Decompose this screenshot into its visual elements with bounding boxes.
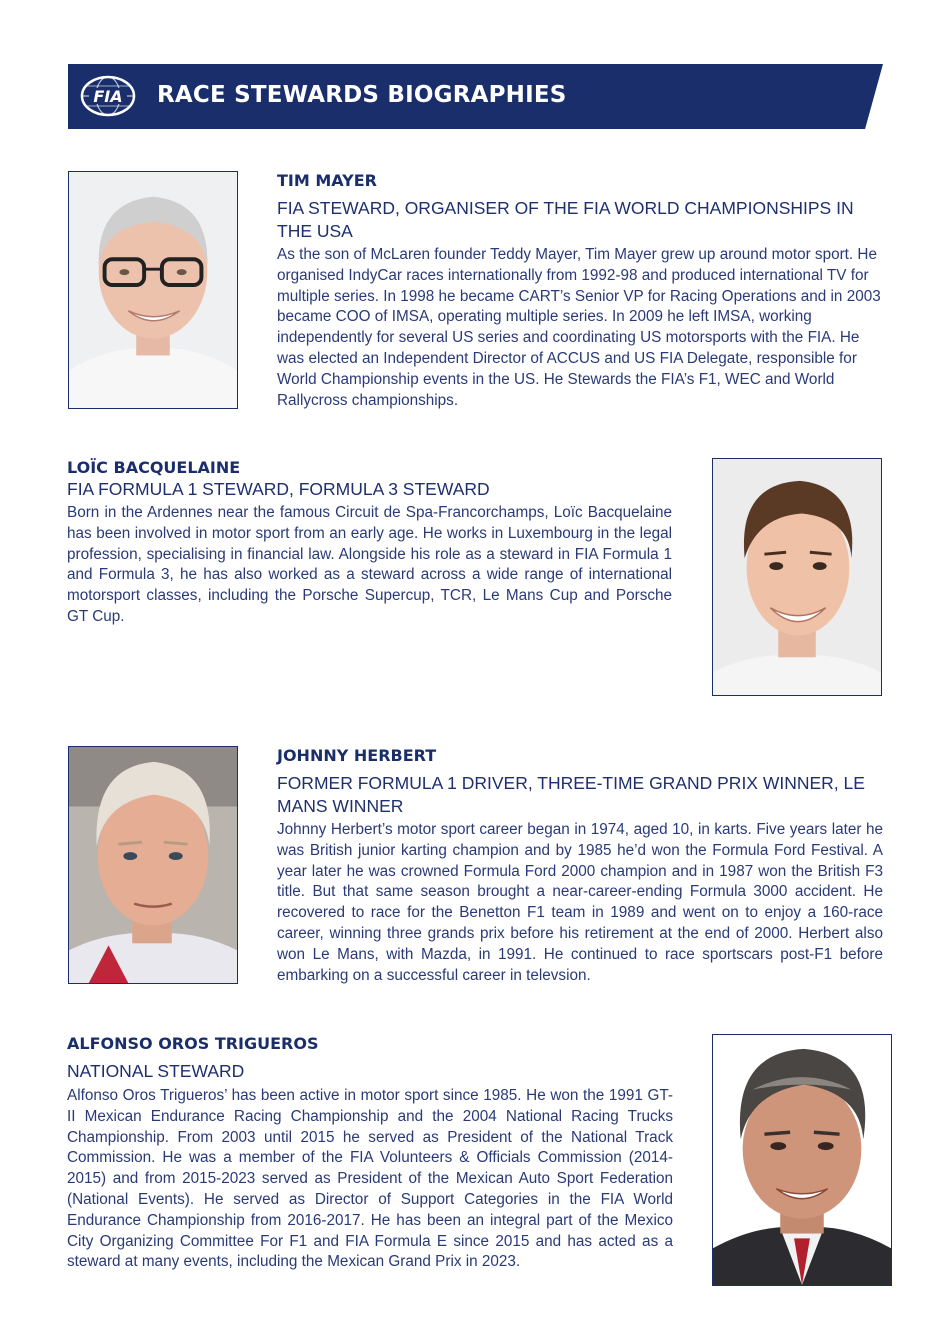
steward-bio-loic-bacquelaine [67,458,672,628]
steward-name: TIM MAYER [277,171,377,190]
steward-biography: Born in the Ardennes near the famous Circuit de Spa-Francorchamps, Loïc Bacquelaine has been involved in motor sport from an early age. He works in Luxembourg in the legal profession, specialising in financial law. Alongside his role as a steward in FIA Formula 1 and Formula 3, he has also worked as a steward across a wide range of international motorsport classes, including the Porsche Supercup, TCR, Le Mans Cup and Porsche GT Cup. [67,504,672,625]
steward-role: NATIONAL STEWARD [67,1061,245,1081]
portrait-alfonso-oros-trigueros [712,1034,892,1286]
fia-logo [80,75,136,117]
fia-logo-text: FIA [93,87,123,106]
portrait-johnny-herbert [68,746,238,984]
steward-bio-johnny-herbert [277,746,883,986]
steward-role: FIA FORMULA 1 STEWARD, FORMULA 3 STEWARD [67,479,490,499]
page-title: RACE STEWARDS BIOGRAPHIES [157,82,567,108]
steward-bio-alfonso-oros-trigueros [67,1034,673,1273]
steward-name: LOÏC BACQUELAINE [67,458,241,477]
steward-biography: Alfonso Oros Trigueros’ has been active in motor sport since 1985. He won the 1991 GT-II Mexican Endurance Racing Championship and the 2004 National Racing Trucks Championship. From 2003 until 2015 he served as President of the National Track Commission. He was a member of the FIA Volunteers & Officials Commission (2014-2015) and from 2015-2023 served as President of the Mexican Auto Sport Federation (National Events). He served as Director of Support Categories in the FIA World Endurance Championship from 2016-2017. He has been an integral part of the Mexico City Organizing Committee For F1 and FIA Formula E since 2015 and has acted as a steward at many events, including the Mexican Grand Prix in 2023. [67,1087,673,1271]
portrait-loic-bacquelaine [712,458,882,696]
steward-role: FIA STEWARD, ORGANISER OF THE FIA WORLD CHAMPIONSHIPS IN THE USA [277,198,854,241]
steward-role: FORMER FORMULA 1 DRIVER, THREE-TIME GRAND PRIX WINNER, LE MANS WINNER [277,773,865,816]
steward-biography: As the son of McLaren founder Teddy Mayer, Tim Mayer grew up around motor sport. He organised IndyCar races internationally from 1992-98 and produced international TV for multiple series. In 1998 he became CART’s Senior VP for Racing Operations and in 2003 became COO of IMSA, operating multiple series. In 2009 he left IMSA, working independently for several US series and coordinating US motorsports with the FIA. He was elected an Independent Director of ACCUS and US FIA Delegate, responsible for World Championship events in the US. He Stewards the FIA’s F1, WEC and World Rallycross championships. [277,246,881,409]
steward-biography: Johnny Herbert’s motor sport career began in 1974, aged 10, in karts. Five years later he was British junior karting champion and by 1985 he’d won the Formula Ford Festival. A year later he was crowned Formula Ford 2000 champion and in 1987 won the British F3 title. But that same season brought a near-career-ending Formula 3000 accident. He recovered to race for the Benetton F1 team in 1989 and went on to enjoy a 160-race career, winning three grands prix before his retirement at the end of 2000. Herbert also won Le Mans, with Mazda, in 1991. He continued to race sportscars post-F1 before embarking on a successful career in televsion. [277,821,883,984]
portrait-tim-mayer [68,171,238,409]
steward-bio-tim-mayer [277,171,883,411]
steward-name: ALFONSO OROS TRIGUEROS [67,1034,319,1053]
steward-name: JOHNNY HERBERT [277,746,437,765]
